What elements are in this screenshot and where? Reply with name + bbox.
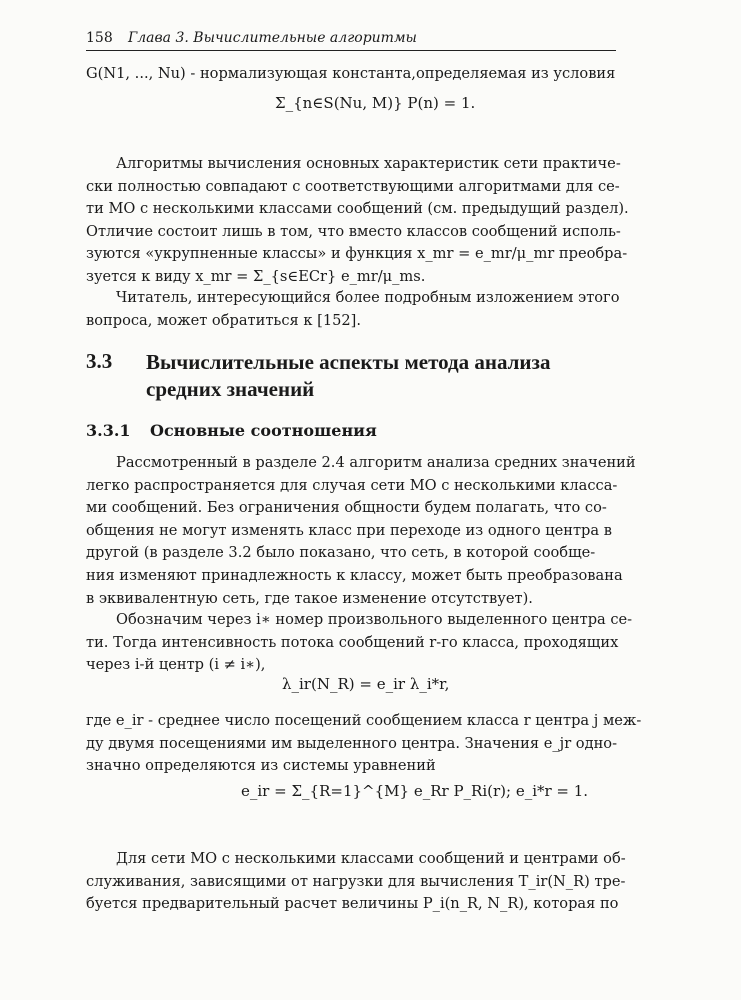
text-line: в эквивалентную сеть, где такое изменение отсутствует). [86, 589, 533, 607]
const-definition [86, 63, 616, 86]
text-line: зуются «укрупненные классы» и функция x_mr = e_mr/μ_mr преобра- [86, 245, 628, 263]
text-line: ти МО с несколькими классами сообщений (см. предыдущий раздел). [86, 200, 629, 218]
running-header [86, 30, 616, 51]
text-line: Рассмотренный в разделе 2.4 алгоритм анализа средних значений [116, 454, 636, 471]
text-line: Отличие состоит лишь в том, что вместо классов сообщений исполь- [86, 222, 621, 240]
paragraph-visits [86, 710, 642, 778]
section-number: 3.3 [86, 349, 113, 373]
equation-visit-ratio: e_ir = Σ_{R=1}^{M} e_Rr P_Ri(r); e_i*r = 1. [241, 782, 589, 800]
text-line: другой (в разделе 3.2 было показано, что сеть, в которой сообще- [86, 544, 596, 562]
text-line: зуется к виду x_mr = Σ_{s∈ECr} e_mr/μ_ms. [86, 267, 426, 285]
text-line: ния изменяют принадлежность к классу, может быть преобразована [86, 566, 623, 584]
text-line: через i-й центр (i ≠ i∗), [86, 656, 266, 674]
text-line: легко распространяется для случая сети МО с несколькими класса- [86, 476, 618, 494]
subsection-title: Основные соотношения [150, 421, 377, 440]
text-line: служивания, зависящими от нагрузки для вычисления T_ir(N_R) тре- [86, 872, 626, 890]
text-line: Обозначим через i∗ номер произвольного выделенного центра се- [116, 611, 633, 628]
text-line: где e_ir - среднее число посещений сообщением класса r центра j меж- [86, 712, 642, 729]
paragraph-mva [86, 452, 636, 610]
text-line: Алгоритмы вычисления основных характеристик сети практиче- [116, 155, 621, 172]
text-line: общения не могут изменять класс при переходе из одного центра в [86, 521, 612, 539]
equation-lambda: λ_ir(N_R) = e_ir λ_i*r, [282, 675, 450, 693]
text-line: ду двумя посещениями им выделенного центра. Значения e_jr одно- [86, 734, 618, 752]
paragraph-algorithms [86, 153, 629, 289]
chapter-title: Глава 3. Вычислительные алгоритмы [128, 30, 417, 46]
text-line: ски полностью совпадают с соответствующими алгоритмами для се- [86, 177, 620, 195]
text-line: Читатель, интересующийся более подробным изложением этого [116, 289, 620, 306]
text-line: буется предварительный расчет величины P_i(n_R, N_R), которая по [86, 895, 619, 913]
text-line: Для сети МО с несколькими классами сообщений и центрами об- [116, 850, 626, 867]
section-title: Вычислительные аспекты метода анализа средних значений [146, 350, 551, 401]
text-line: ти. Тогда интенсивность потока сообщений r-го класса, проходящих [86, 633, 619, 651]
equation-normalization: Σ_{n∈S(Nu, M)} P(n) = 1. [275, 94, 476, 112]
text-line: значно определяются из системы уравнений [86, 757, 436, 775]
paragraph-load-dependent [86, 848, 626, 916]
const-def-text: G(N1, ..., Nu) - нормализующая константа,определяемая из условия [86, 65, 616, 82]
text-line: вопроса, может обратиться к [152]. [86, 311, 362, 329]
paragraph-reader [86, 287, 620, 332]
subsection-number: 3.3.1 [86, 421, 131, 440]
paragraph-notation [86, 609, 633, 677]
text-line: ми сообщений. Без ограничения общности будем полагать, что со- [86, 499, 607, 517]
page-number: 158 [86, 30, 113, 46]
